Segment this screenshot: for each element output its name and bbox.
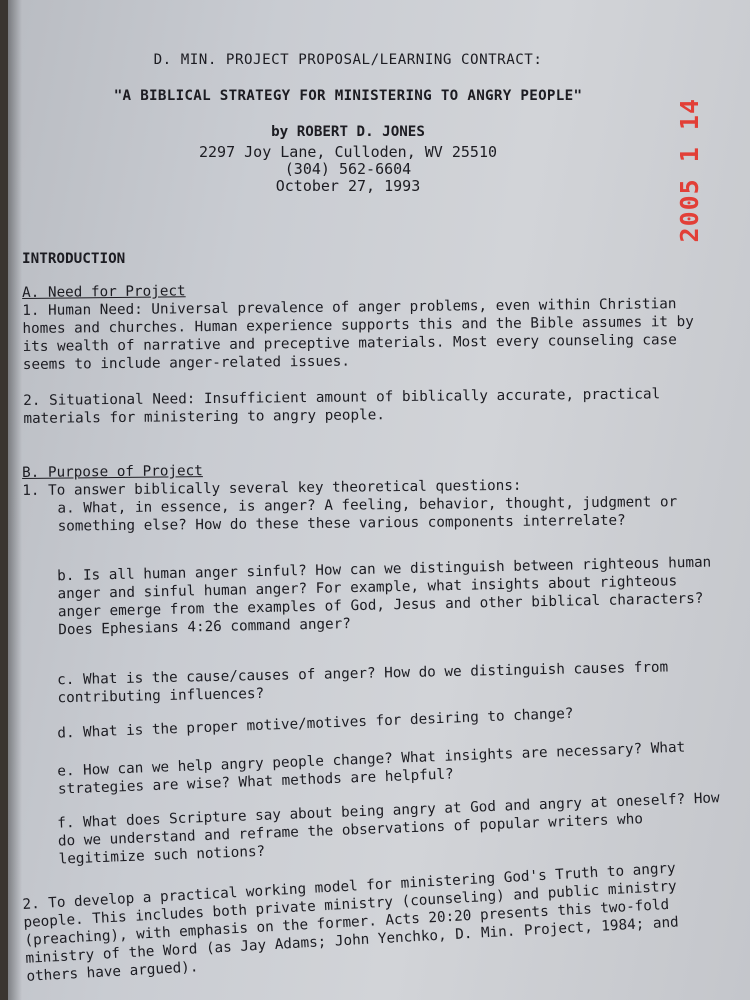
document-date: October 27, 1993: [275, 177, 421, 195]
author-line: by ROBERT D. JONES: [271, 124, 425, 140]
question-d: d. What is the proper motive/motives for desiring to change?: [57, 705, 574, 742]
page-binding-shadow: [8, 0, 22, 1000]
section-b-heading: B. Purpose of Project: [22, 463, 203, 481]
document-title: D. MIN. PROJECT PROPOSAL/LEARNING CONTRACT:: [153, 52, 543, 68]
section-b: [22, 457, 723, 536]
introduction-heading: INTRODUCTION: [22, 251, 126, 267]
document-page: [8, 0, 750, 1000]
section-b-item-2: 2. To develop a practical working model for ministering God's Truth to angry people. This includes both private ministry (counseling) and public ministry (preaching), with emphasis on the former. Acts 20:20 presents this two-fold ministry of the Word (as Jay Adams; John Yenchko, D. Min. Project, 1984; and others have argued).: [22, 860, 680, 985]
section-b-item-1-intro: 1. To answer biblically several key theoretical questions:: [22, 477, 522, 499]
section-a: [22, 277, 723, 428]
question-c-block: [22, 657, 723, 708]
question-a: a. What, in essence, is anger? A feeling, behavior, thought, judgment or something else? How do these these various components interrelate?: [57, 494, 678, 535]
introduction-heading-block: [22, 250, 722, 268]
section-a-heading: A. Need for Project: [22, 283, 186, 301]
question-e: e. How can we help angry people change? What insights are necessary? What strategies are wise? What methods are helpful?: [57, 739, 686, 798]
section-a-item-1: 1. Human Need: Universal prevalence of anger problems, even within Christian homes and churches. Human experience supports this and the Bible assumes it by its wealth of narrative and preceptive materials. Most every counseling case seems to include anger-related issues.: [22, 296, 694, 373]
document-subtitle: "A BIBLICAL STRATEGY FOR MINISTERING TO ANGRY PEOPLE": [113, 88, 583, 104]
question-b-block: [22, 553, 723, 640]
question-c: c. What is the cause/causes of anger? How do we distinguish causes from contributing influences?: [57, 659, 669, 707]
author-phone: (304) 562-6604: [284, 160, 412, 178]
section-b-item-2-block: [22, 857, 726, 986]
author-address: 2297 Joy Lane, Culloden, WV 25510: [198, 143, 497, 161]
question-d-block: [22, 699, 722, 744]
date-stamp: 2005 1 14: [675, 98, 704, 243]
section-a-item-2: 2. Situational Need: Insufficient amount of biblically accurate, practical materials for ministering to angry people.: [23, 386, 661, 427]
question-f-block: [22, 789, 724, 870]
question-f: f. What does Scripture say about being angry at God and angry at oneself? How do we understand and reframe the observations of popular writers who legitimize such notions?: [57, 790, 720, 868]
question-e-block: [22, 737, 723, 800]
question-b: b. Is all human anger sinful? How can we distinguish between righteous human anger and sinful human anger? For example, what insights about righteous anger emerge from the examples of God, Jesus and other biblical characters? Does Ephesians 4:26 command anger?: [57, 554, 712, 639]
